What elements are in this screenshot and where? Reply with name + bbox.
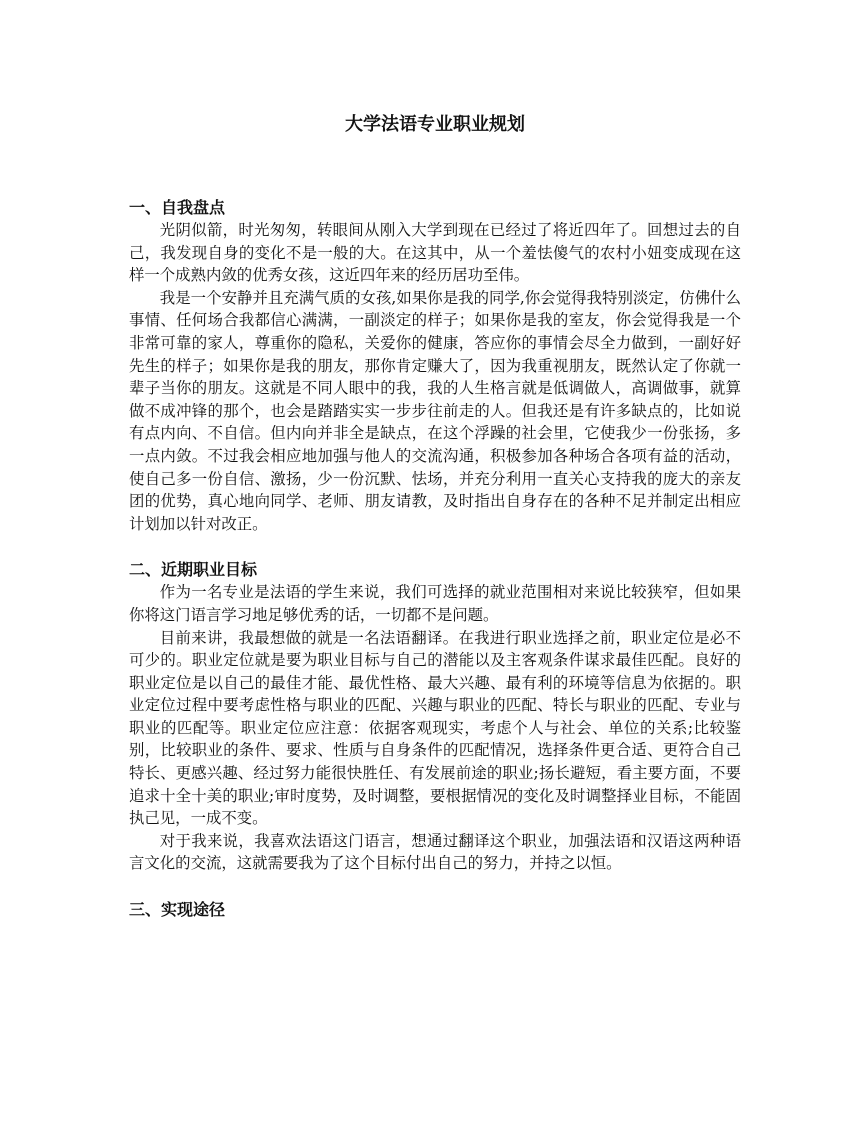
document-page (129, 108, 741, 921)
section-heading: 二、近期职业目标 (129, 560, 258, 580)
section-spacer (129, 875, 741, 899)
section-spacer (129, 535, 741, 559)
section-approach (129, 899, 741, 921)
paragraph: 对于我来说，我喜欢法语这门语言，想通过翻译这个职业，加强法语和汉语这两种语言文化的交流，这就需要我为了这个目标付出自己的努力，并持之以恒。 (129, 831, 741, 873)
paragraph: 光阴似箭，时光匆匆，转眼间从刚入大学到现在已经过了将近四年了。回想过去的自己，我发现自身的变化不是一般的大。在这其中，从一个羞怯傻气的农村小妞变成现在这样一个成熟内敛的优秀女孩，这近四年来的经历居功至伟。 (129, 221, 741, 285)
paragraph: 作为一名专业是法语的学生来说，我们可选择的就业范围相对来说比较狭窄，但如果你将这门语言学习地足够优秀的话，一切都不是问题。 (129, 583, 741, 624)
section-self-assessment (129, 197, 741, 535)
section-career-goal (129, 559, 741, 875)
section-heading: 一、自我盘点 (129, 198, 226, 217)
paragraph: 我是一个安静并且充满气质的女孩,如果你是我的同学,你会觉得我特别淡定，仿佛什么事情、任何场合我都信心满满，一副淡定的样子；如果你是我的室友，你会觉得我是一个非常可靠的家人，尊重你的隐私，关爱你的健康，答应你的事情会尽全力做到，一副好好先生的样子；如果你是我的朋友，那你肯定赚大了，因为我重视朋友，既然认定了你就一辈子当你的朋友。这就是不同人眼中的我，我的人生格言就是低调做人，高调做事，就算做不成冲锋的那个，也会是踏踏实实一步步往前走的人。但我还是有许多缺点的，比如说有点内向、不自信。但内向并非全是缺点，在这个浮躁的社会里，它使我少一份张扬，多一点内敛。不过我会相应地加强与他人的交流沟通，积极参加各种场合各项有益的活动，使自己多一份自信、激扬，少一份沉默、怯场，并充分利用一直关心支持我的庞大的亲友团的优势，真心地向同学、老师、朋友请教，及时指出自身存在的各种不足并制定出相应计划加以针对改正。 (129, 288, 741, 533)
section-heading: 三、实现途径 (129, 900, 226, 920)
document-title: 大学法语专业职业规划 (345, 114, 525, 135)
paragraph: 目前来讲，我最想做的就是一名法语翻译。在我进行职业选择之前，职业定位是必不可少的。职业定位就是要为职业目标与自己的潜能以及主客观条件谋求最佳匹配。良好的职业定位是以自己的最佳才能、最优性格、最大兴趣、最有利的环境等信息为依据的。职业定位过程中要考虑性格与职业的匹配、兴趣与职业的匹配、特长与职业的匹配、专业与职业的匹配等。职业定位应注意：依据客观现实，考虑个人与社会、单位的关系;比较鉴别，比较职业的条件、要求、性质与自身条件的匹配情况，选择条件更合适、更符合自己特长、更感兴趣、经过努力能很快胜任、有发展前途的职业;扬长避短，看主要方面，不要追求十全十美的职业;审时度势，及时调整，要根据情况的变化及时调整择业目标，不能固执己见，一成不变。 (129, 628, 741, 828)
